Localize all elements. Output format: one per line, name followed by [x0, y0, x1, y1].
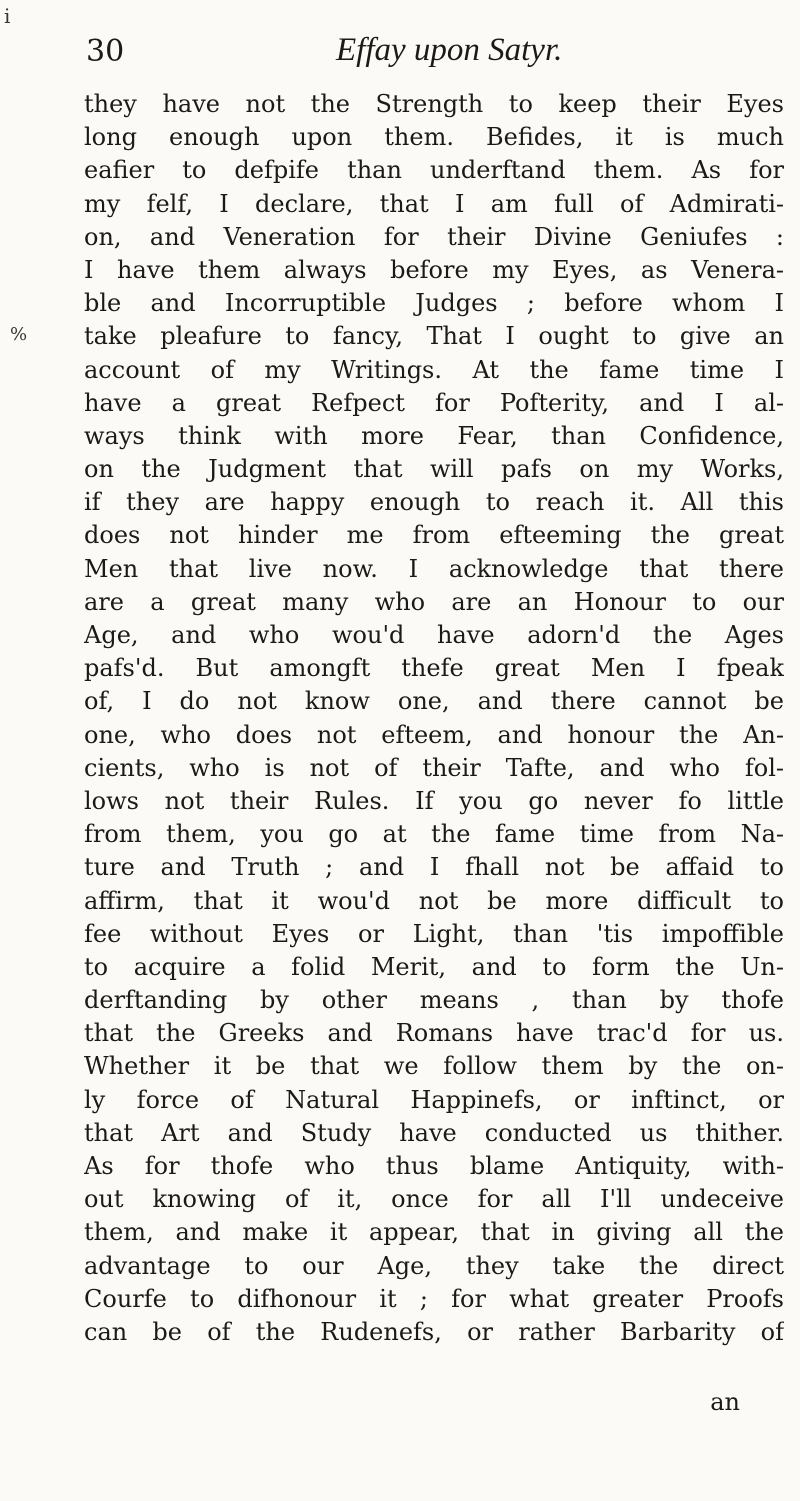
text-line: lows not their Rules. If you go never fo little: [84, 786, 784, 815]
text-line: take pleafure to fancy, That I ought to give an: [84, 322, 784, 351]
text-line: ture and Truth ; and I fhall not be affaid to: [84, 853, 784, 882]
body-text: [84, 88, 784, 1349]
text-line: advantage to our Age, they take the direct: [84, 1251, 784, 1280]
text-line: account of my Writings. At the fame time I: [84, 355, 784, 384]
running-title: Effay upon Satyr.: [336, 32, 563, 68]
text-line: on the Judgment that will pafs on my Works,: [84, 455, 784, 484]
text-line: are a great many who are an Honour to our: [84, 587, 784, 616]
text-line: on, and Veneration for their Divine Geniufes :: [84, 222, 784, 251]
text-line: if they are happy enough to reach it. All this: [84, 488, 784, 517]
catchword: an: [710, 1388, 740, 1416]
text-line: pafs'd. But amongft thefe great Men I fpeak: [84, 654, 784, 683]
text-line: affirm, that it wou'd not be more difficult to: [84, 886, 784, 915]
text-line: they have not the Strength to keep their Eyes: [84, 90, 784, 118]
text-line: to acquire a folid Merit, and to form the Un-: [84, 952, 784, 981]
text-line: my felf, I declare, that I am full of Admirati-: [84, 189, 784, 218]
text-line: Men that live now. I acknowledge that there: [84, 554, 784, 583]
top-left-mark: i: [4, 4, 11, 28]
text-line: out knowing of it, once for all I'll undeceive: [84, 1185, 784, 1214]
page-number: 30: [86, 34, 125, 69]
text-line: that the Greeks and Romans have trac'd for us.: [84, 1019, 784, 1048]
text-line: ble and Incorruptible Judges ; before whom I: [84, 289, 784, 318]
text-line: derftanding by other means , than by thofe: [84, 986, 784, 1015]
text-line: As for thofe who thus blame Antiquity, with-: [84, 1152, 784, 1180]
text-line: have a great Refpect for Pofterity, and I al-: [84, 388, 784, 417]
text-line: eafier to defpife than underftand them. As for: [84, 156, 784, 185]
text-line: Courfe to difhonour it ; for what greater Proofs: [84, 1284, 784, 1313]
text-line: from them, you go at the fame time from Na-: [84, 820, 784, 849]
text-line: ly force of Natural Happinefs, or inftinct, or: [84, 1085, 784, 1114]
text-line: cients, who is not of their Tafte, and who fol-: [84, 753, 784, 782]
text-line: one, who does not efteem, and honour the An-: [84, 720, 784, 749]
text-line: Age, and who wou'd have adorn'd the Ages: [84, 621, 784, 649]
text-line: ways think with more Fear, than Confidence,: [84, 421, 784, 450]
text-line: long enough upon them. Befides, it is much: [84, 123, 784, 152]
text-line: of, I do not know one, and there cannot be: [84, 687, 784, 716]
margin-mark: %: [10, 324, 28, 345]
text-line: does not hinder me from efteeming the great: [84, 521, 784, 550]
page-header: [86, 28, 726, 78]
text-line: fee without Eyes or Light, than 'tis impoffible: [84, 919, 784, 948]
text-line: that Art and Study have conducted us thither.: [84, 1118, 784, 1147]
text-line: Whether it be that we follow them by the on-: [84, 1052, 784, 1081]
text-line: can be of the Rudenefs, or rather Barbarity of: [84, 1317, 784, 1346]
text-line: I have them always before my Eyes, as Venera-: [84, 255, 784, 284]
text-line: them, and make it appear, that in giving all the: [84, 1218, 784, 1247]
